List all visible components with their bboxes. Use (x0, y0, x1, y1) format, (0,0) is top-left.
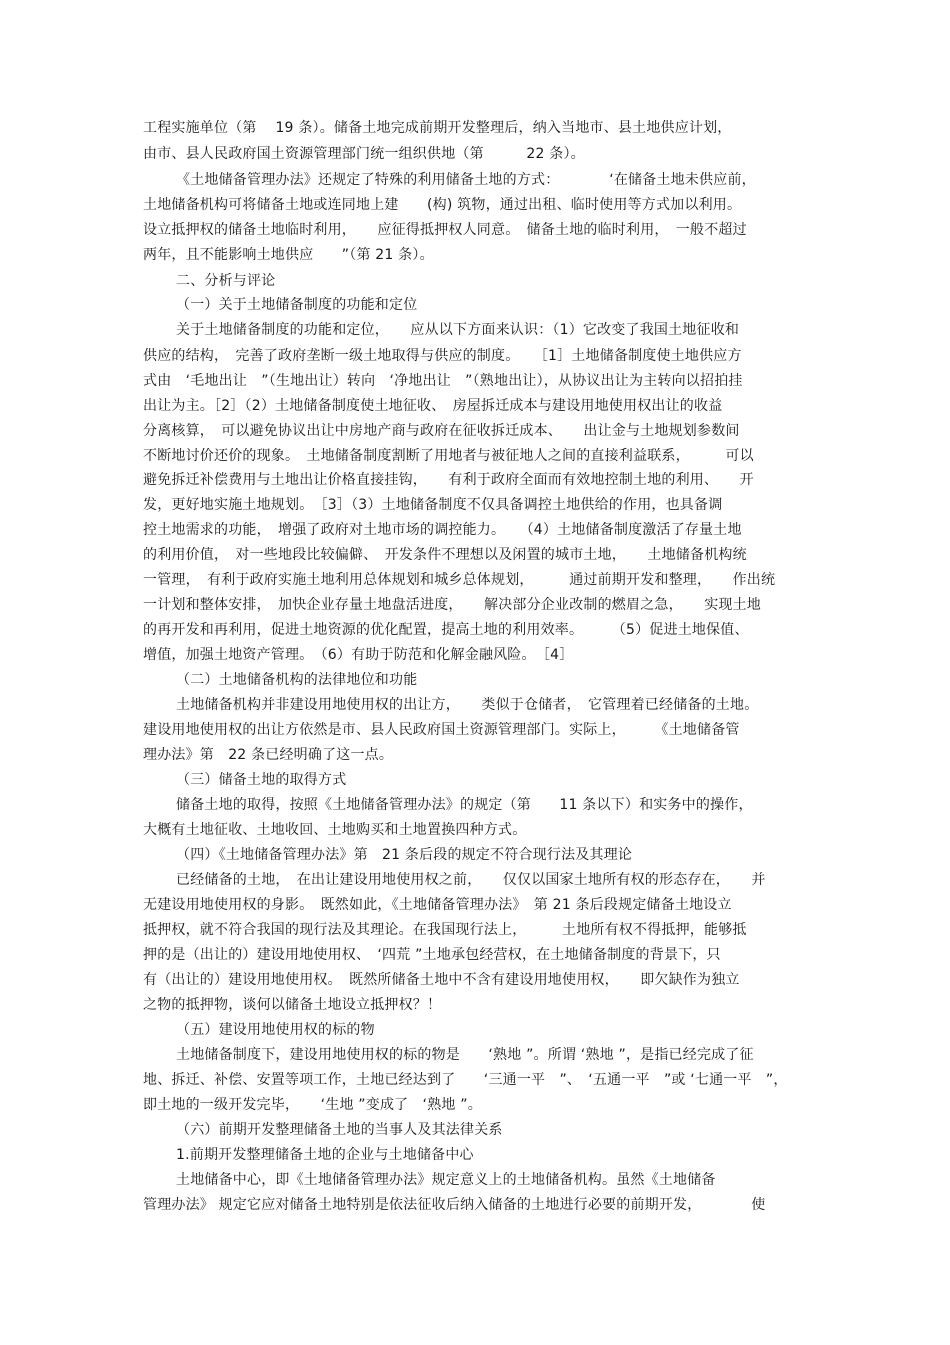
text-line: 押的是（出让的）建设用地使用权、 ‘四荒 ”土地承包经营权，在土地储备制度的背景下，只 (143, 947, 721, 963)
text-line: 设立抵押权的储备土地临时利用， 应征得抵押权人同意。 储备土地的临时利用， 一般不超过 (143, 222, 747, 238)
text-line: 有（出让的）建设用地使用权。 既然所储备土地中不含有建设用地使用权， 即欠缺作为独立 (143, 972, 740, 988)
text-line: 土地储备机构可将储备土地或连同地上建 (构) 筑物，通过出租、临时使用等方式加以利用。 (143, 197, 742, 213)
text-line: 已经储备的土地， 在出让建设用地使用权之前， 仅仅以国家土地所有权的形态存在， 并 (176, 872, 766, 888)
text-line: 大概有土地征收、土地收回、土地购买和土地置换四种方式。 (143, 822, 527, 838)
subsection-heading: （四）《土地储备管理办法》第 21 条后段的规定不符合现行法及其理论 (176, 847, 633, 863)
text-line: 一计划和整体安排， 加快企业存量土地盘活进度， 解决部分企业改制的燃眉之急， 实现土地 (143, 597, 761, 613)
text-line: 地、拆迁、补偿、安置等项工作，土地已经达到了 ‘三通一平 ”、 ‘五通一平 ”或 ‘七通一平 ”， (143, 1072, 788, 1088)
text-line: 储备土地的取得，按照《土地储备管理办法》的规定（第 11 条以下）和实务中的操作， (176, 797, 753, 813)
text-line: 工程实施单位（第 19 条）。储备土地完成前期开发整理后，纳入当地市、县土地供应计划， (143, 120, 732, 136)
text-line: 的利用价值， 对一些地段比较偏僻、 开发条件不理想以及闲置的城市土地， 土地储备机构统 (143, 547, 747, 563)
text-line: 土地储备制度下，建设用地使用权的标的物是 ‘熟地 ”。所谓 ‘熟地 ”，是指已经完成了征 (176, 1047, 754, 1063)
text-line: 的再开发和再利用，促进土地资源的优化配置，提高土地的利用效率。 （5）促进土地保值、 (143, 622, 749, 638)
text-line: 管理办法》 规定它应对储备土地特别是依法征收后纳入储备的土地进行必要的前期开发， 使 (143, 1197, 766, 1213)
text-line: 一管理， 有利于政府实施土地利用总体规划和城乡总体规划， 通过前期开发和整理， 作出统 (143, 572, 776, 588)
section-heading: 二、分析与评论 (176, 273, 276, 289)
text-line: 增值，加强土地资产管理。 （6）有助于防范和化解金融风险。 ［4］ (143, 647, 574, 663)
text-line: 土地储备机构并非建设用地使用权的出让方， 类似于仓储者， 它管理着已经储备的土地。 (176, 697, 759, 713)
subsection-heading: （六）前期开发整理储备土地的当事人及其法律关系 (176, 1122, 503, 1138)
text-line: 分离核算， 可以避免协议出让中房地产商与政府在征收拆迁成本、 出让金与土地规划参数间 (143, 423, 740, 439)
text-line: 供应的结构， 完善了政府垄断一级土地取得与供应的制度。 ［1］土地储备制度使土地供应方 (143, 348, 742, 364)
subsection-heading: （一）关于土地储备制度的功能和定位 (176, 297, 418, 313)
text-line: 建设用地使用权的出让方依然是市、县人民政府国土资源管理部门。实际上， 《土地储备管 (143, 722, 740, 738)
text-line: 出让为主。［2］（2）土地储备制度使土地征收、 房屋拆迁成本与建设用地使用权出让的收益 (143, 398, 723, 414)
subsection-heading: 1.前期开发整理储备土地的企业与土地储备中心 (176, 1147, 474, 1163)
subsection-heading: （二）土地储备机构的法律地位和功能 (176, 672, 418, 688)
text-line: 无建设用地使用权的身影。 既然如此，《土地储备管理办法》 第 21 条后段规定储备土地设立 (143, 897, 732, 913)
text-line: 关于土地储备制度的功能和定位， 应从以下方面来认识：（1）它改变了我国土地征收和 (176, 322, 740, 338)
text-line: 控土地需求的功能， 增强了政府对土地市场的调控能力。 （4）土地储备制度激活了存量土地 (143, 522, 742, 538)
text-line: 避免拆迁补偿费用与土地出让价格直接挂钩， 有利于政府全面而有效地控制土地的利用、 开 (143, 472, 754, 488)
subsection-heading: （三）储备土地的取得方式 (176, 772, 347, 788)
text-line: 式由 ‘毛地出让 ”（生地出让）转向 ‘净地出让 ”（熟地出让），从协议出让为主转向以招拍挂 (143, 373, 743, 389)
text-line: 理办法》第 22 条已经明确了这一点。 (143, 747, 394, 763)
subsection-heading: （五）建设用地使用权的标的物 (176, 1022, 375, 1038)
text-line: 不断地讨价还价的现象。 土地储备制度割断了用地者与被征地人之间的直接利益联系， 可以 (143, 448, 754, 464)
text-line: 抵押权，就不符合我国的现行法及其理论。在我国现行法上， 土地所有权不得抵押，能够抵 (143, 922, 747, 938)
text-line: 之物的抵押物，谈何以储备土地设立抵押权？！ (143, 997, 442, 1013)
text-line: 由市、县人民政府国土资源管理部门统一组织供地（第 22 条）。 (143, 146, 585, 162)
text-line: 发，更好地实施土地规划。 ［3］（3）土地储备制度不仅具备调控土地供给的作用，也具备调 (143, 497, 723, 513)
text-line: 即土地的一级开发完毕， ‘生地 ”变成了 ‘熟地 ”。 (143, 1097, 482, 1113)
text-line: 土地储备中心，即《土地储备管理办法》规定意义上的土地储备机构。虽然《土地储备 (176, 1172, 716, 1188)
text-line: 两年，且不能影响土地供应 ”（第 21 条）。 (143, 247, 434, 263)
text-line: 《土地储备管理办法》还规定了特殊的利用储备土地的方式： ‘在储备土地未供应前， (176, 172, 756, 188)
